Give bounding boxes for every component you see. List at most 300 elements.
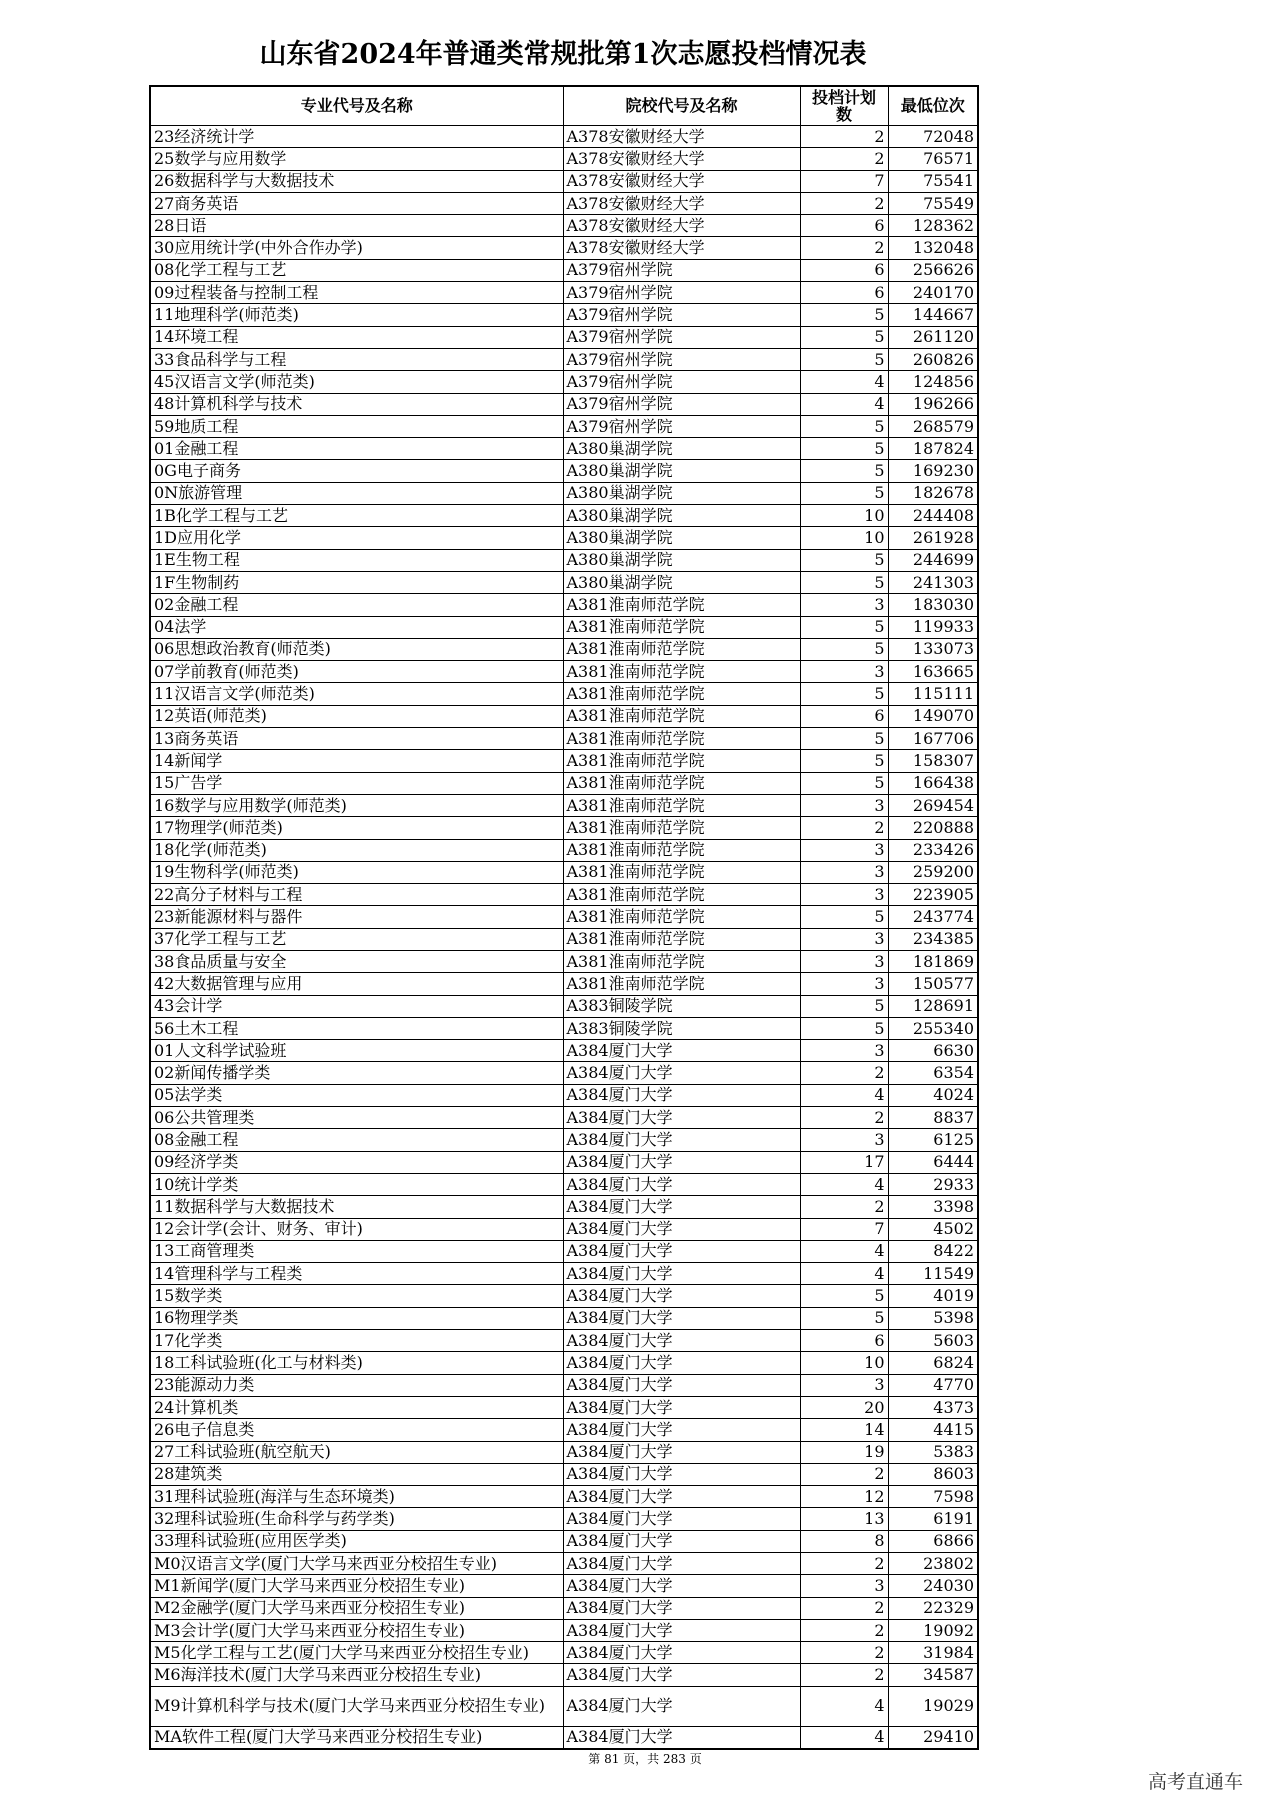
rank-cell: 7598 [888, 1486, 978, 1508]
plan-cell: 2 [800, 192, 888, 214]
major-cell: 16数学与应用数学(师范类) [150, 794, 563, 816]
rank-cell: 29410 [888, 1726, 978, 1748]
plan-cell: 19 [800, 1441, 888, 1463]
rank-cell: 24030 [888, 1575, 978, 1597]
school-cell: A384厦门大学 [563, 1040, 800, 1062]
major-cell: M5化学工程与工艺(厦门大学马来西亚分校招生专业) [150, 1642, 563, 1664]
plan-cell: 10 [800, 1352, 888, 1374]
rank-cell: 5603 [888, 1330, 978, 1352]
table-row [150, 1419, 978, 1441]
table-row [150, 1396, 978, 1418]
plan-cell: 3 [800, 1374, 888, 1396]
plan-cell: 5 [800, 438, 888, 460]
plan-cell: 5 [800, 460, 888, 482]
school-cell: A384厦门大学 [563, 1218, 800, 1240]
plan-cell: 4 [800, 393, 888, 415]
rank-cell: 183030 [888, 594, 978, 616]
major-cell: 11地理科学(师范类) [150, 304, 563, 326]
plan-cell: 2 [800, 1107, 888, 1129]
table-row [150, 616, 978, 638]
rank-cell: 150577 [888, 973, 978, 995]
major-cell: 14管理科学与工程类 [150, 1263, 563, 1285]
rank-cell: 261928 [888, 527, 978, 549]
major-cell: 08金融工程 [150, 1129, 563, 1151]
plan-cell: 2 [800, 1642, 888, 1664]
table-row [150, 1151, 978, 1173]
school-cell: A384厦门大学 [563, 1642, 800, 1664]
rank-cell: 6125 [888, 1129, 978, 1151]
table-row [150, 126, 978, 148]
table-row [150, 170, 978, 192]
school-cell: A379宿州学院 [563, 415, 800, 437]
school-cell: A379宿州学院 [563, 393, 800, 415]
plan-cell: 5 [800, 906, 888, 928]
major-cell: 28建筑类 [150, 1463, 563, 1485]
rank-cell: 182678 [888, 482, 978, 504]
table-row [150, 460, 978, 482]
table-row [150, 1017, 978, 1039]
plan-cell: 2 [800, 1196, 888, 1218]
rank-cell: 11549 [888, 1263, 978, 1285]
rank-cell: 241303 [888, 571, 978, 593]
school-cell: A384厦门大学 [563, 1263, 800, 1285]
school-cell: A384厦门大学 [563, 1062, 800, 1084]
school-cell: A380巢湖学院 [563, 505, 800, 527]
rank-cell: 4024 [888, 1084, 978, 1106]
plan-cell: 4 [800, 371, 888, 393]
plan-cell: 4 [800, 1240, 888, 1262]
major-cell: 23能源动力类 [150, 1374, 563, 1396]
school-cell: A384厦门大学 [563, 1508, 800, 1530]
school-cell: A380巢湖学院 [563, 438, 800, 460]
school-cell: A384厦门大学 [563, 1084, 800, 1106]
rank-cell: 244408 [888, 505, 978, 527]
table-row [150, 237, 978, 259]
rank-cell: 2933 [888, 1173, 978, 1195]
table-row [150, 1173, 978, 1195]
rank-cell: 5398 [888, 1307, 978, 1329]
plan-cell: 6 [800, 215, 888, 237]
table-row [150, 393, 978, 415]
plan-cell: 3 [800, 861, 888, 883]
school-cell: A378安徽财经大学 [563, 148, 800, 170]
table-row [150, 192, 978, 214]
major-cell: 59地质工程 [150, 415, 563, 437]
major-cell: 38食品质量与安全 [150, 950, 563, 972]
plan-cell: 3 [800, 928, 888, 950]
plan-cell: 4 [800, 1084, 888, 1106]
school-cell: A380巢湖学院 [563, 460, 800, 482]
school-cell: A381淮南师范学院 [563, 705, 800, 727]
table-row [150, 594, 978, 616]
school-cell: A379宿州学院 [563, 348, 800, 370]
major-cell: 19生物科学(师范类) [150, 861, 563, 883]
plan-cell: 5 [800, 571, 888, 593]
major-cell: M6海洋技术(厦门大学马来西亚分校招生专业) [150, 1664, 563, 1686]
major-cell: 07学前教育(师范类) [150, 661, 563, 683]
rank-cell: 6824 [888, 1352, 978, 1374]
school-cell: A384厦门大学 [563, 1486, 800, 1508]
plan-cell: 2 [800, 817, 888, 839]
plan-cell: 2 [800, 1553, 888, 1575]
major-cell: 43会计学 [150, 995, 563, 1017]
school-cell: A384厦门大学 [563, 1664, 800, 1686]
plan-cell: 5 [800, 482, 888, 504]
table-row [150, 817, 978, 839]
major-cell: 17物理学(师范类) [150, 817, 563, 839]
school-cell: A384厦门大学 [563, 1726, 800, 1748]
school-cell: A381淮南师范学院 [563, 683, 800, 705]
school-cell: A379宿州学院 [563, 304, 800, 326]
school-cell: A384厦门大学 [563, 1352, 800, 1374]
table-row [150, 1530, 978, 1552]
school-cell: A381淮南师范学院 [563, 594, 800, 616]
plan-cell: 2 [800, 126, 888, 148]
major-cell: 02金融工程 [150, 594, 563, 616]
major-cell: 33食品科学与工程 [150, 348, 563, 370]
plan-cell: 2 [800, 1664, 888, 1686]
table-row [150, 571, 978, 593]
major-cell: 56土木工程 [150, 1017, 563, 1039]
plan-cell: 2 [800, 148, 888, 170]
table-row [150, 661, 978, 683]
rank-cell: 255340 [888, 1017, 978, 1039]
major-cell: 1F生物制药 [150, 571, 563, 593]
table-row [150, 1107, 978, 1129]
school-cell: A384厦门大学 [563, 1553, 800, 1575]
plan-cell: 5 [800, 616, 888, 638]
table-row [150, 638, 978, 660]
school-cell: A381淮南师范学院 [563, 839, 800, 861]
rank-cell: 31984 [888, 1642, 978, 1664]
major-cell: 06公共管理类 [150, 1107, 563, 1129]
rank-cell: 75549 [888, 192, 978, 214]
rank-cell: 23802 [888, 1553, 978, 1575]
major-cell: 10统计学类 [150, 1173, 563, 1195]
major-cell: 1E生物工程 [150, 549, 563, 571]
plan-cell: 8 [800, 1530, 888, 1552]
major-cell: 28日语 [150, 215, 563, 237]
table-row [150, 1553, 978, 1575]
table-row [150, 839, 978, 861]
school-cell: A378安徽财经大学 [563, 237, 800, 259]
major-cell: 33理科试验班(应用医学类) [150, 1530, 563, 1552]
header-major: 专业代号及名称 [150, 86, 563, 126]
major-cell: 09经济学类 [150, 1151, 563, 1173]
plan-cell: 4 [800, 1726, 888, 1748]
table-row [150, 371, 978, 393]
plan-cell: 10 [800, 505, 888, 527]
table-row [150, 794, 978, 816]
table-row [150, 259, 978, 281]
major-cell: 25数学与应用数学 [150, 148, 563, 170]
school-cell: A384厦门大学 [563, 1396, 800, 1418]
school-cell: A381淮南师范学院 [563, 772, 800, 794]
plan-cell: 3 [800, 1129, 888, 1151]
major-cell: 14新闻学 [150, 750, 563, 772]
major-cell: 05法学类 [150, 1084, 563, 1106]
school-cell: A384厦门大学 [563, 1107, 800, 1129]
plan-cell: 3 [800, 973, 888, 995]
school-cell: A384厦门大学 [563, 1196, 800, 1218]
rank-cell: 243774 [888, 906, 978, 928]
rank-cell: 4770 [888, 1374, 978, 1396]
rank-cell: 8422 [888, 1240, 978, 1262]
major-cell: M9计算机科学与技术(厦门大学马来西亚分校招生专业) [150, 1686, 563, 1726]
table-row [150, 348, 978, 370]
rank-cell: 19029 [888, 1686, 978, 1726]
plan-cell: 2 [800, 237, 888, 259]
plan-cell: 12 [800, 1486, 888, 1508]
plan-cell: 6 [800, 282, 888, 304]
admission-table [149, 85, 979, 1750]
school-cell: A384厦门大学 [563, 1597, 800, 1619]
rank-cell: 244699 [888, 549, 978, 571]
table-row [150, 1352, 978, 1374]
school-cell: A384厦门大学 [563, 1240, 800, 1262]
school-cell: A379宿州学院 [563, 371, 800, 393]
plan-cell: 2 [800, 1619, 888, 1641]
plan-cell: 5 [800, 348, 888, 370]
rank-cell: 259200 [888, 861, 978, 883]
plan-cell: 3 [800, 1040, 888, 1062]
school-cell: A379宿州学院 [563, 282, 800, 304]
header-plan-label: 投档计划数 [811, 87, 876, 124]
table-row [150, 1508, 978, 1530]
major-cell: 12会计学(会计、财务、审计) [150, 1218, 563, 1240]
table-row [150, 482, 978, 504]
table-row [150, 527, 978, 549]
header-plan [800, 86, 888, 126]
school-cell: A378安徽财经大学 [563, 215, 800, 237]
table-row [150, 1062, 978, 1084]
table-row [150, 215, 978, 237]
rank-cell: 34587 [888, 1664, 978, 1686]
rank-cell: 8603 [888, 1463, 978, 1485]
table-row [150, 928, 978, 950]
plan-cell: 5 [800, 750, 888, 772]
table-row [150, 304, 978, 326]
plan-cell: 14 [800, 1419, 888, 1441]
major-cell: 13商务英语 [150, 728, 563, 750]
table-row [150, 1330, 978, 1352]
major-cell: 23经济统计学 [150, 126, 563, 148]
major-cell: 42大数据管理与应用 [150, 973, 563, 995]
major-cell: 23新能源材料与器件 [150, 906, 563, 928]
plan-cell: 20 [800, 1396, 888, 1418]
major-cell: 37化学工程与工艺 [150, 928, 563, 950]
table-row [150, 1664, 978, 1686]
plan-cell: 2 [800, 1463, 888, 1485]
plan-cell: 7 [800, 1218, 888, 1240]
school-cell: A384厦门大学 [563, 1530, 800, 1552]
major-cell: 0N旅游管理 [150, 482, 563, 504]
school-cell: A384厦门大学 [563, 1173, 800, 1195]
rank-cell: 22329 [888, 1597, 978, 1619]
school-cell: A384厦门大学 [563, 1151, 800, 1173]
major-cell: 02新闻传播学类 [150, 1062, 563, 1084]
major-cell: 13工商管理类 [150, 1240, 563, 1262]
major-cell: 26数据科学与大数据技术 [150, 170, 563, 192]
rank-cell: 196266 [888, 393, 978, 415]
rank-cell: 223905 [888, 884, 978, 906]
school-cell: A384厦门大学 [563, 1307, 800, 1329]
table-row [150, 1463, 978, 1485]
table-row [150, 861, 978, 883]
major-cell: 11数据科学与大数据技术 [150, 1196, 563, 1218]
major-cell: 11汉语言文学(师范类) [150, 683, 563, 705]
major-cell: 15数学类 [150, 1285, 563, 1307]
school-cell: A381淮南师范学院 [563, 884, 800, 906]
plan-cell: 5 [800, 995, 888, 1017]
school-cell: A384厦门大学 [563, 1285, 800, 1307]
plan-cell: 3 [800, 594, 888, 616]
table-row [150, 705, 978, 727]
major-cell: 48计算机科学与技术 [150, 393, 563, 415]
school-cell: A378安徽财经大学 [563, 192, 800, 214]
rank-cell: 5383 [888, 1441, 978, 1463]
major-cell: 12英语(师范类) [150, 705, 563, 727]
rank-cell: 6354 [888, 1062, 978, 1084]
plan-cell: 3 [800, 794, 888, 816]
school-cell: A381淮南师范学院 [563, 861, 800, 883]
rank-cell: 149070 [888, 705, 978, 727]
header-rank: 最低位次 [888, 86, 978, 126]
plan-cell: 4 [800, 1263, 888, 1285]
table-row [150, 1307, 978, 1329]
table-row [150, 772, 978, 794]
plan-cell: 5 [800, 1017, 888, 1039]
plan-cell: 3 [800, 950, 888, 972]
major-cell: 01人文科学试验班 [150, 1040, 563, 1062]
school-cell: A384厦门大学 [563, 1374, 800, 1396]
school-cell: A381淮南师范学院 [563, 906, 800, 928]
rank-cell: 240170 [888, 282, 978, 304]
major-cell: 1D应用化学 [150, 527, 563, 549]
header-school: 院校代号及名称 [563, 86, 800, 126]
rank-cell: 4019 [888, 1285, 978, 1307]
rank-cell: 220888 [888, 817, 978, 839]
table-row [150, 505, 978, 527]
major-cell: 08化学工程与工艺 [150, 259, 563, 281]
school-cell: A383铜陵学院 [563, 995, 800, 1017]
table-row [150, 1218, 978, 1240]
major-cell: 32理科试验班(生命科学与药学类) [150, 1508, 563, 1530]
major-cell: 18化学(师范类) [150, 839, 563, 861]
table-row [150, 950, 978, 972]
school-cell: A381淮南师范学院 [563, 973, 800, 995]
major-cell: 24计算机类 [150, 1396, 563, 1418]
table-row [150, 415, 978, 437]
school-cell: A384厦门大学 [563, 1129, 800, 1151]
rank-cell: 6630 [888, 1040, 978, 1062]
rank-cell: 187824 [888, 438, 978, 460]
major-cell: 18工科试验班(化工与材料类) [150, 1352, 563, 1374]
plan-cell: 5 [800, 728, 888, 750]
major-cell: 22高分子材料与工程 [150, 884, 563, 906]
table-row [150, 1441, 978, 1463]
school-cell: A384厦门大学 [563, 1463, 800, 1485]
school-cell: A381淮南师范学院 [563, 794, 800, 816]
plan-cell: 4 [800, 1173, 888, 1195]
plan-cell: 5 [800, 549, 888, 571]
major-cell: 26电子信息类 [150, 1419, 563, 1441]
school-cell: A384厦门大学 [563, 1419, 800, 1441]
rank-cell: 3398 [888, 1196, 978, 1218]
table-row [150, 1129, 978, 1151]
rank-cell: 261120 [888, 326, 978, 348]
table-row [150, 1619, 978, 1641]
rank-cell: 163665 [888, 661, 978, 683]
major-cell: 31理科试验班(海洋与生态环境类) [150, 1486, 563, 1508]
school-cell: A384厦门大学 [563, 1686, 800, 1726]
table-row [150, 549, 978, 571]
table-row [150, 683, 978, 705]
school-cell: A380巢湖学院 [563, 571, 800, 593]
table-row [150, 728, 978, 750]
plan-cell: 5 [800, 1307, 888, 1329]
plan-cell: 5 [800, 772, 888, 794]
rank-cell: 4373 [888, 1396, 978, 1418]
major-cell: 09过程装备与控制工程 [150, 282, 563, 304]
rank-cell: 132048 [888, 237, 978, 259]
table-body [150, 126, 978, 1749]
table-row [150, 1285, 978, 1307]
plan-cell: 5 [800, 326, 888, 348]
rank-cell: 4502 [888, 1218, 978, 1240]
major-cell: 04法学 [150, 616, 563, 638]
rank-cell: 124856 [888, 371, 978, 393]
school-cell: A381淮南师范学院 [563, 817, 800, 839]
school-cell: A380巢湖学院 [563, 482, 800, 504]
rank-cell: 72048 [888, 126, 978, 148]
major-cell: 27商务英语 [150, 192, 563, 214]
major-cell: 06思想政治教育(师范类) [150, 638, 563, 660]
plan-cell: 4 [800, 1686, 888, 1726]
rank-cell: 166438 [888, 772, 978, 794]
table-row [150, 995, 978, 1017]
school-cell: A380巢湖学院 [563, 549, 800, 571]
school-cell: A384厦门大学 [563, 1575, 800, 1597]
plan-cell: 5 [800, 1285, 888, 1307]
rank-cell: 133073 [888, 638, 978, 660]
rank-cell: 119933 [888, 616, 978, 638]
plan-cell: 5 [800, 638, 888, 660]
table-row [150, 884, 978, 906]
major-cell: MA软件工程(厦门大学马来西亚分校招生专业) [150, 1726, 563, 1748]
plan-cell: 7 [800, 170, 888, 192]
rank-cell: 6866 [888, 1530, 978, 1552]
table-row [150, 1263, 978, 1285]
rank-cell: 268579 [888, 415, 978, 437]
table-row [150, 1196, 978, 1218]
rank-cell: 76571 [888, 148, 978, 170]
rank-cell: 269454 [888, 794, 978, 816]
table-row [150, 1642, 978, 1664]
table-row [150, 1374, 978, 1396]
table-row [150, 1726, 978, 1748]
table-row [150, 282, 978, 304]
rank-cell: 181869 [888, 950, 978, 972]
school-cell: A379宿州学院 [563, 326, 800, 348]
plan-cell: 3 [800, 661, 888, 683]
major-cell: M3会计学(厦门大学马来西亚分校招生专业) [150, 1619, 563, 1641]
plan-cell: 3 [800, 884, 888, 906]
plan-cell: 6 [800, 1330, 888, 1352]
table-row [150, 326, 978, 348]
school-cell: A384厦门大学 [563, 1619, 800, 1641]
major-cell: 16物理学类 [150, 1307, 563, 1329]
